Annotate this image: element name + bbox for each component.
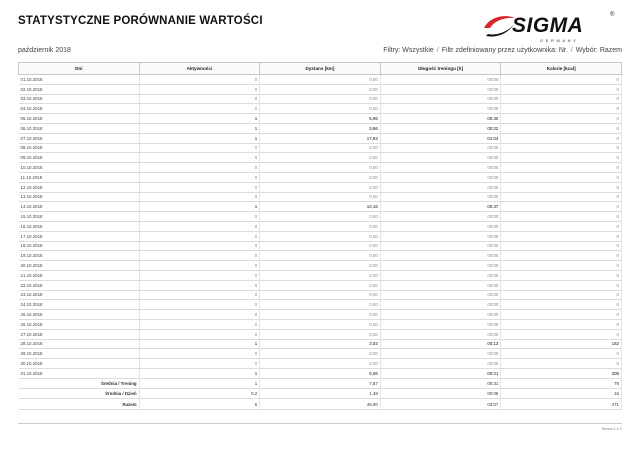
cell-duration: 00:00 (380, 172, 501, 182)
cell-calories: 0 (501, 280, 622, 290)
cell-duration: 00:00 (380, 329, 501, 339)
cell-duration: 01:04 (380, 133, 501, 143)
cell-duration: 00:00 (380, 143, 501, 153)
cell-activities: 0 (139, 94, 260, 104)
table-row (19, 359, 622, 369)
cell-activities: 0 (139, 84, 260, 94)
cell-distance: 0,00 (260, 104, 381, 114)
table-row (19, 94, 622, 104)
cell-distance: 0,00 (260, 319, 381, 329)
logo-subtitle: GERMANY (540, 38, 579, 43)
cell-activities: 0 (139, 241, 260, 251)
cell-activities: 1 (139, 202, 260, 212)
summary-row (19, 389, 622, 399)
cell-duration: 00:00 (380, 182, 501, 192)
cell-calories: 0 (501, 241, 622, 251)
summary-duration: 00:06 (380, 389, 501, 399)
cell-date: 24.10.2018 (19, 300, 140, 310)
cell-duration: 00:00 (380, 104, 501, 114)
table-row (19, 192, 622, 202)
cell-duration: 00:00 (380, 221, 501, 231)
footer-divider (18, 423, 622, 424)
cell-activities: 0 (139, 143, 260, 153)
summary-calories: 15 (501, 389, 622, 399)
cell-calories: 0 (501, 359, 622, 369)
cell-activities: 0 (139, 290, 260, 300)
cell-calories: 0 (501, 349, 622, 359)
cell-distance: 0,00 (260, 75, 381, 85)
cell-date: 14.10.2018 (19, 202, 140, 212)
cell-duration: 00:22 (380, 123, 501, 133)
cell-activities: 0 (139, 251, 260, 261)
column-header-duration: Długość treningu [h] (380, 63, 501, 75)
cell-activities: 0 (139, 104, 260, 114)
summary-activities: 0,2 (139, 389, 260, 399)
cell-calories: 0 (501, 163, 622, 173)
cell-activities: 1 (139, 368, 260, 378)
cell-calories: 0 (501, 94, 622, 104)
summary-activities: 6 (139, 399, 260, 409)
cell-duration: 00:00 (380, 192, 501, 202)
cell-calories: 0 (501, 319, 622, 329)
cell-duration: 00:00 (380, 231, 501, 241)
cell-activities: 0 (139, 310, 260, 320)
cell-distance: 0,00 (260, 84, 381, 94)
cell-duration: 00:00 (380, 212, 501, 222)
cell-calories: 0 (501, 123, 622, 133)
cell-distance: 0,00 (260, 349, 381, 359)
cell-activities: 0 (139, 75, 260, 85)
table-row (19, 104, 622, 114)
cell-activities: 0 (139, 153, 260, 163)
cell-calories: 0 (501, 153, 622, 163)
filter-selection: Wybór: Razem (575, 47, 622, 54)
summary-distance: 7,67 (260, 378, 381, 388)
cell-date: 08.10.2018 (19, 143, 140, 153)
cell-calories: 0 (501, 261, 622, 271)
table-row (19, 75, 622, 85)
cell-distance: 0,00 (260, 94, 381, 104)
statistics-table (18, 62, 622, 410)
cell-duration: 00:00 (380, 359, 501, 369)
column-header-days: Dni (19, 63, 140, 75)
summary-row (19, 378, 622, 388)
table-row (19, 202, 622, 212)
filter-all: Filtry: Wszystkie (383, 47, 434, 54)
summary-distance: 1,48 (260, 389, 381, 399)
cell-calories: 0 (501, 221, 622, 231)
cell-duration: 00:00 (380, 270, 501, 280)
cell-calories: 162 (501, 339, 622, 349)
summary-calories: 471 (501, 399, 622, 409)
cell-distance: 0,00 (260, 231, 381, 241)
cell-duration: 00:00 (380, 290, 501, 300)
cell-duration: 00:00 (380, 319, 501, 329)
cell-calories: 0 (501, 172, 622, 182)
cell-calories: 0 (501, 270, 622, 280)
cell-activities: 0 (139, 349, 260, 359)
cell-date: 02.10.2018 (19, 84, 140, 94)
cell-duration: 00:00 (380, 75, 501, 85)
cell-distance: 0,00 (260, 310, 381, 320)
cell-date: 04.10.2018 (19, 104, 140, 114)
cell-activities: 0 (139, 182, 260, 192)
cell-calories: 0 (501, 290, 622, 300)
cell-activities: 0 (139, 172, 260, 182)
table-row (19, 241, 622, 251)
table-row (19, 182, 622, 192)
table-row (19, 221, 622, 231)
cell-date: 01.10.2018 (19, 75, 140, 85)
cell-calories: 0 (501, 192, 622, 202)
table-row (19, 310, 622, 320)
cell-distance: 0,00 (260, 261, 381, 271)
cell-calories: 0 (501, 104, 622, 114)
cell-date: 15.10.2018 (19, 212, 140, 222)
logo-wordmark: SIGMA (512, 14, 584, 37)
cell-date: 22.10.2018 (19, 280, 140, 290)
cell-calories: 0 (501, 310, 622, 320)
cell-date: 03.10.2018 (19, 94, 140, 104)
cell-distance: 0,00 (260, 212, 381, 222)
cell-date: 23.10.2018 (19, 290, 140, 300)
cell-date: 19.10.2018 (19, 251, 140, 261)
cell-date: 10.10.2018 (19, 163, 140, 173)
report-month: październik 2018 (18, 47, 71, 54)
cell-date: 18.10.2018 (19, 241, 140, 251)
table-row (19, 114, 622, 124)
cell-activities: 0 (139, 280, 260, 290)
cell-duration: 00:00 (380, 251, 501, 261)
cell-distance: 0,00 (260, 192, 381, 202)
table-row (19, 368, 622, 378)
column-header-activities: Aktywności (139, 63, 260, 75)
cell-date: 16.10.2018 (19, 221, 140, 231)
cell-duration: 00:00 (380, 163, 501, 173)
cell-calories: 0 (501, 133, 622, 143)
cell-date: 17.10.2018 (19, 231, 140, 241)
cell-duration: 00:13 (380, 339, 501, 349)
cell-activities: 0 (139, 221, 260, 231)
cell-distance: 0,00 (260, 182, 381, 192)
page-number: Strona 1 z 1 (601, 427, 622, 431)
table-row (19, 280, 622, 290)
table-header-row (19, 63, 622, 75)
cell-date: 20.10.2018 (19, 261, 140, 271)
cell-calories: 0 (501, 212, 622, 222)
column-header-calories: Kalorie [kcal] (501, 63, 622, 75)
cell-activities: 1 (139, 339, 260, 349)
cell-duration: 00:00 (380, 349, 501, 359)
table-row (19, 153, 622, 163)
cell-date: 30.10.2018 (19, 359, 140, 369)
cell-distance: 17,93 (260, 133, 381, 143)
cell-activities: 1 (139, 133, 260, 143)
cell-activities: 0 (139, 359, 260, 369)
table-row (19, 212, 622, 222)
cell-date: 28.10.2018 (19, 339, 140, 349)
column-header-distance: Dystans [km] (260, 63, 381, 75)
cell-activities: 0 (139, 192, 260, 202)
filter-summary: Filtry: Wszystkie / Filtr zdefiniowany przez użytkownika: Nr. / Wybór: Razem (383, 47, 622, 54)
cell-distance: 10,16 (260, 202, 381, 212)
cell-activities: 0 (139, 300, 260, 310)
cell-activities: 0 (139, 329, 260, 339)
cell-date: 12.10.2018 (19, 182, 140, 192)
table-row (19, 231, 622, 241)
table-row (19, 349, 622, 359)
cell-date: 13.10.2018 (19, 192, 140, 202)
cell-calories: 0 (501, 182, 622, 192)
cell-duration: 00:00 (380, 300, 501, 310)
cell-date: 21.10.2018 (19, 270, 140, 280)
filter-user-defined: Filtr zdefiniowany przez użytkownika: Nr. (441, 47, 568, 54)
summary-label: Średnia / Trening (19, 378, 140, 388)
cell-activities: 0 (139, 163, 260, 173)
cell-calories: 0 (501, 143, 622, 153)
cell-calories: 0 (501, 231, 622, 241)
cell-activities: 0 (139, 270, 260, 280)
cell-distance: 3,02 (260, 339, 381, 349)
cell-distance: 0,00 (260, 270, 381, 280)
table-row (19, 300, 622, 310)
summary-calories: 79 (501, 378, 622, 388)
cell-distance: 0,00 (260, 172, 381, 182)
table-row (19, 339, 622, 349)
table-row (19, 172, 622, 182)
cell-calories: 0 (501, 75, 622, 85)
cell-duration: 00:21 (380, 368, 501, 378)
cell-date: 31.10.2018 (19, 368, 140, 378)
table-body (19, 75, 622, 410)
cell-calories: 0 (501, 114, 622, 124)
cell-distance: 0,00 (260, 251, 381, 261)
sigma-logo (482, 12, 622, 44)
cell-duration: 00:00 (380, 261, 501, 271)
summary-label: Średnia / Dzień (19, 389, 140, 399)
cell-distance: 0,00 (260, 280, 381, 290)
cell-calories: 0 (501, 84, 622, 94)
cell-activities: 0 (139, 319, 260, 329)
cell-date: 06.10.2018 (19, 123, 140, 133)
cell-activities: 1 (139, 123, 260, 133)
table-row (19, 84, 622, 94)
report-title: STATYSTYCZNE PORÓWNANIE WARTOŚCI (18, 15, 263, 27)
cell-duration: 00:37 (380, 202, 501, 212)
cell-date: 07.10.2018 (19, 133, 140, 143)
cell-calories: 0 (501, 300, 622, 310)
cell-distance: 5,06 (260, 368, 381, 378)
summary-distance: 46,00 (260, 399, 381, 409)
cell-duration: 00:00 (380, 280, 501, 290)
table-row (19, 261, 622, 271)
cell-calories: 0 (501, 251, 622, 261)
cell-activities: 1 (139, 114, 260, 124)
cell-distance: 0,00 (260, 359, 381, 369)
logo-registered-mark: ® (610, 12, 615, 18)
summary-row (19, 399, 622, 409)
cell-duration: 00:00 (380, 241, 501, 251)
table-row (19, 123, 622, 133)
cell-distance: 0,00 (260, 143, 381, 153)
table-row (19, 251, 622, 261)
summary-activities: 1 (139, 378, 260, 388)
summary-duration: 00:31 (380, 378, 501, 388)
table-row (19, 143, 622, 153)
table-row (19, 290, 622, 300)
cell-distance: 0,00 (260, 221, 381, 231)
cell-date: 27.10.2018 (19, 329, 140, 339)
cell-calories: 0 (501, 329, 622, 339)
cell-distance: 3,86 (260, 123, 381, 133)
cell-distance: 0,00 (260, 290, 381, 300)
cell-activities: 0 (139, 212, 260, 222)
cell-distance: 0,00 (260, 163, 381, 173)
cell-distance: 0,00 (260, 329, 381, 339)
cell-activities: 0 (139, 231, 260, 241)
table-row (19, 270, 622, 280)
cell-date: 25.10.2018 (19, 310, 140, 320)
cell-date: 29.10.2018 (19, 349, 140, 359)
cell-duration: 00:00 (380, 153, 501, 163)
cell-calories: 0 (501, 202, 622, 212)
cell-distance: 0,00 (260, 300, 381, 310)
cell-distance: 0,00 (260, 241, 381, 251)
cell-activities: 0 (139, 261, 260, 271)
cell-duration: 00:00 (380, 94, 501, 104)
table-row (19, 329, 622, 339)
table-row (19, 133, 622, 143)
cell-duration: 00:00 (380, 84, 501, 94)
cell-duration: 00:00 (380, 310, 501, 320)
table-row (19, 319, 622, 329)
summary-duration: 03:07 (380, 399, 501, 409)
table-row (19, 163, 622, 173)
cell-date: 05.10.2018 (19, 114, 140, 124)
cell-date: 09.10.2018 (19, 153, 140, 163)
cell-calories: 309 (501, 368, 622, 378)
cell-distance: 5,96 (260, 114, 381, 124)
summary-label: Razem (19, 399, 140, 409)
cell-duration: 00:30 (380, 114, 501, 124)
cell-date: 26.10.2018 (19, 319, 140, 329)
sigma-swoosh-icon (482, 14, 516, 38)
cell-date: 11.10.2018 (19, 172, 140, 182)
cell-distance: 0,00 (260, 153, 381, 163)
